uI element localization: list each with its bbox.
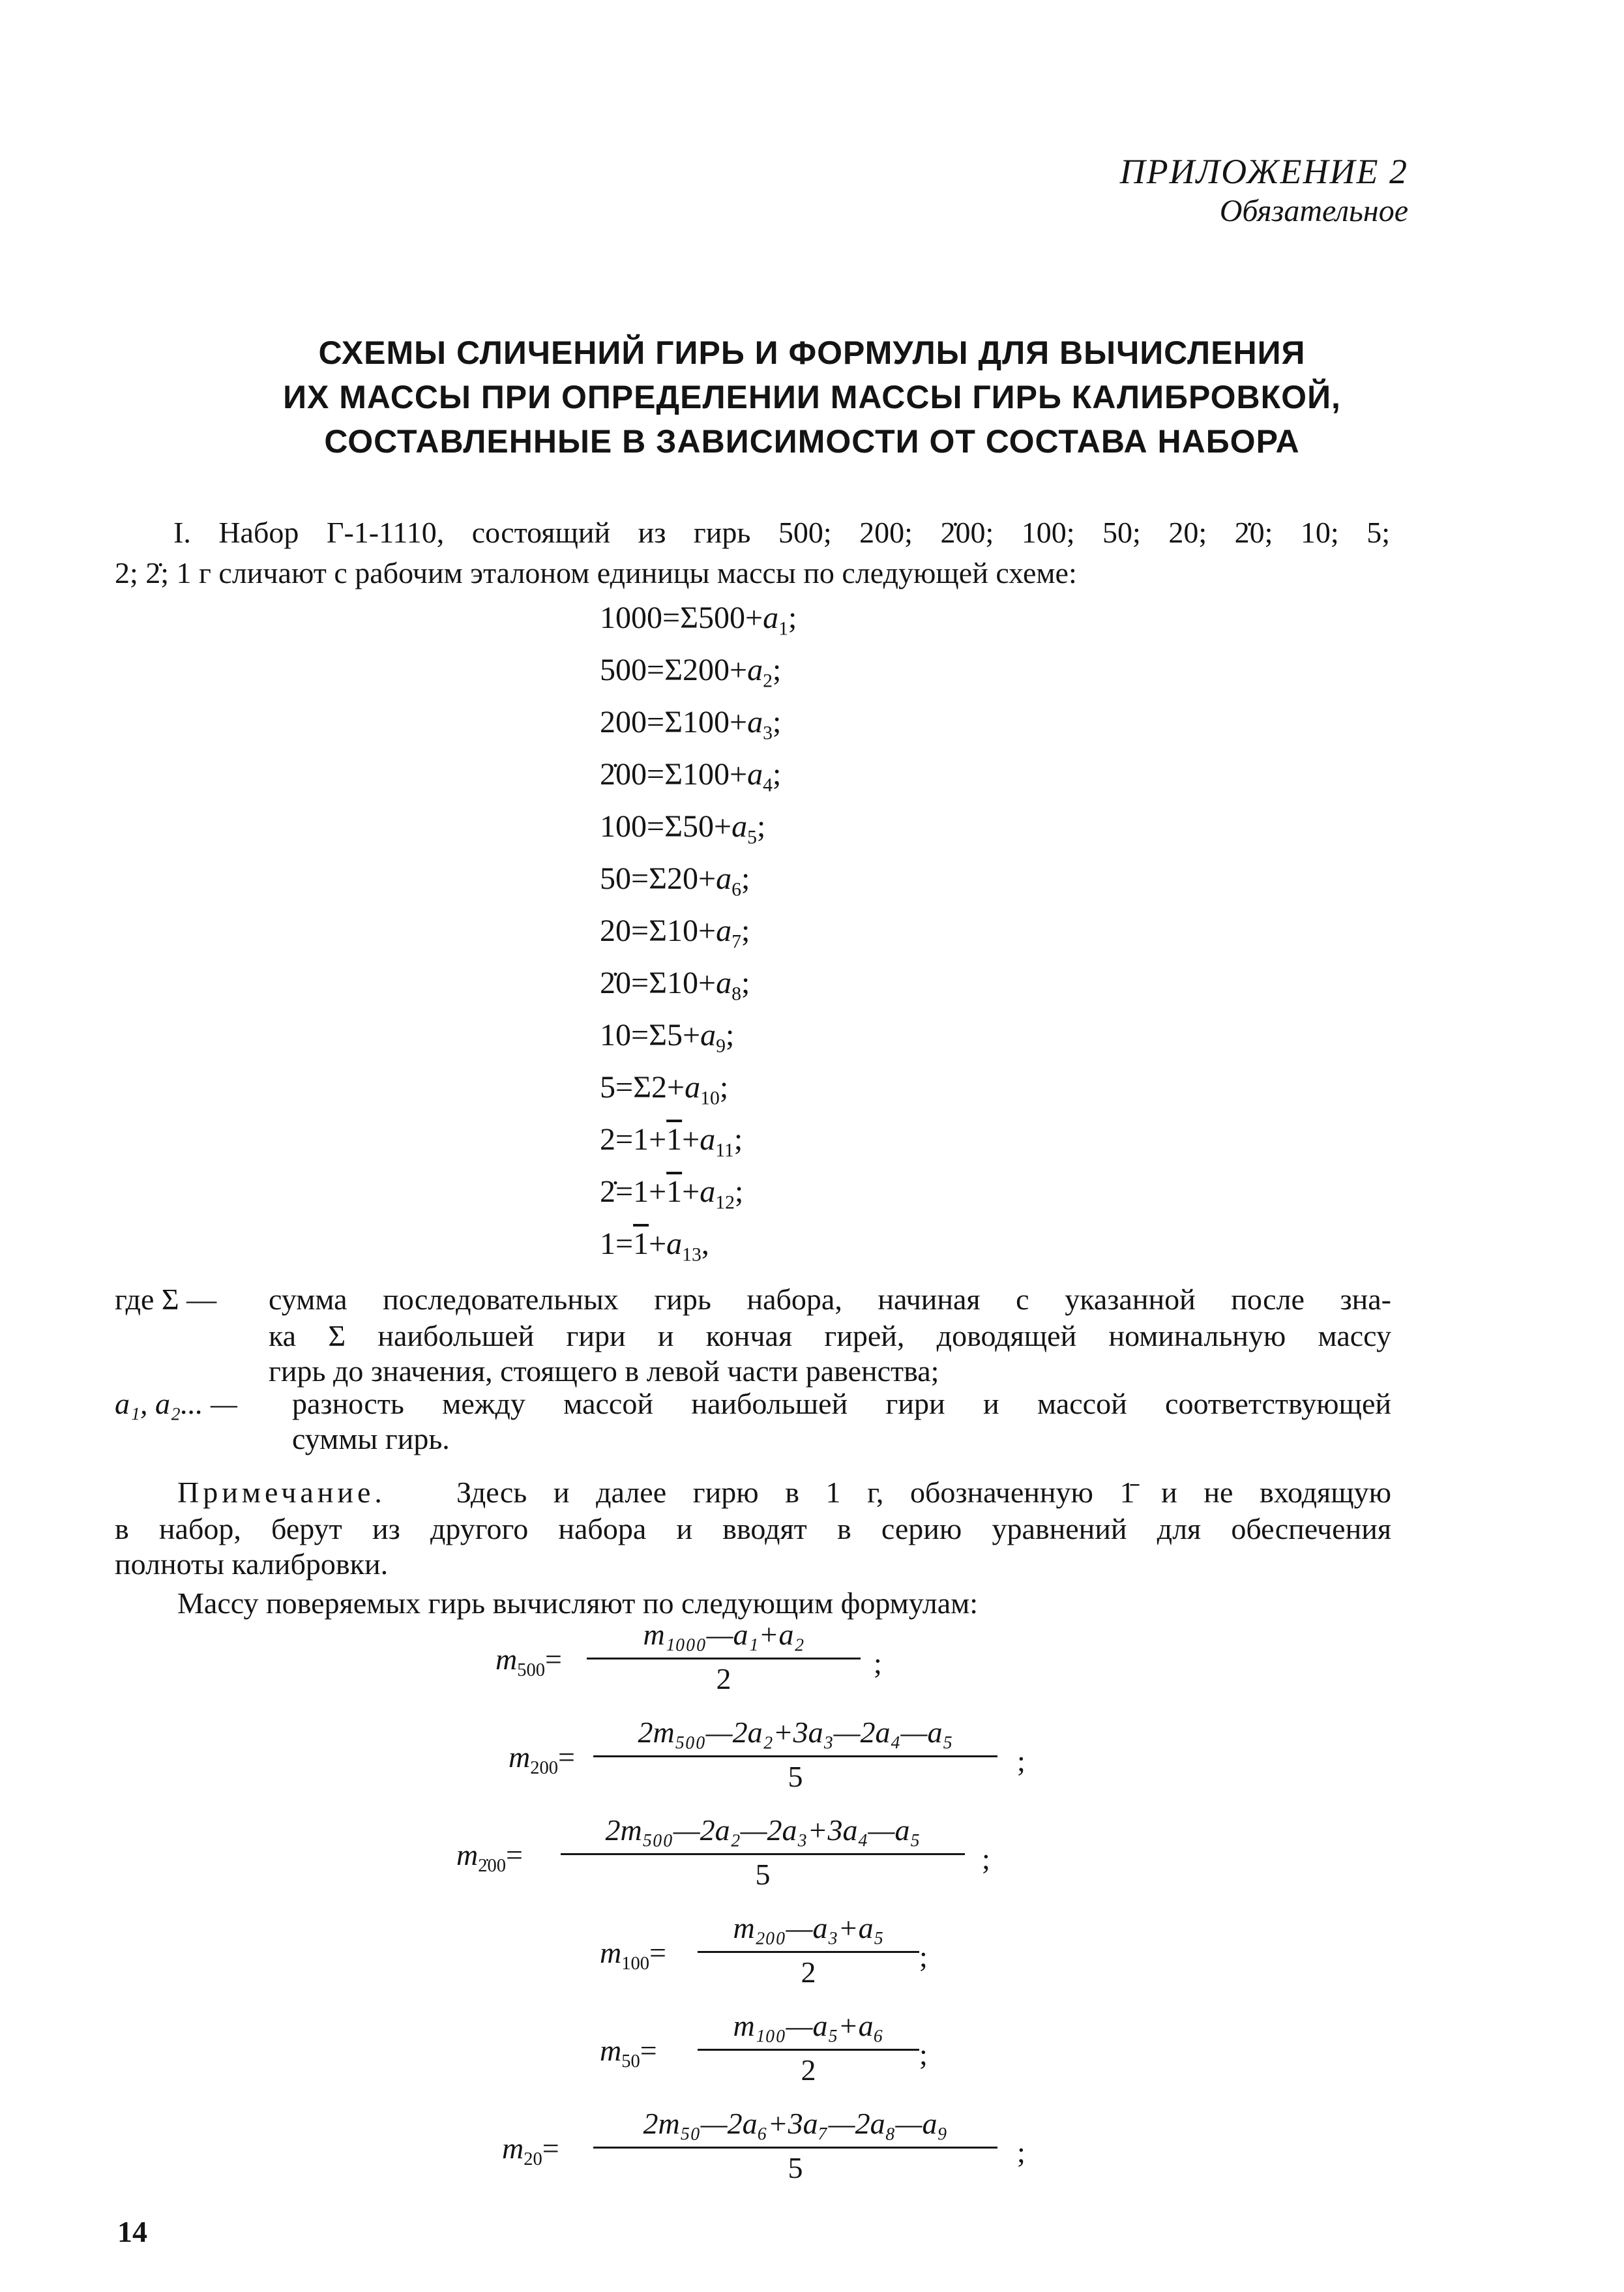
variable-index: 6 bbox=[731, 878, 741, 900]
title-line-1: СХЕМЫ СЛИЧЕНИЙ ГИРЬ И ФОРМУЛЫ ДЛЯ ВЫЧИСЛЕНИЯ bbox=[318, 335, 1306, 371]
note-line-2: в набор, берут из другого набора и вводят в серию уравнений для обеспечения bbox=[115, 1512, 1391, 1545]
fraction-bar bbox=[698, 2049, 919, 2051]
mass-index: 2̇00 bbox=[478, 1856, 507, 1877]
plus-sign: + bbox=[682, 1122, 700, 1157]
formulas-intro: Массу поверяемых гирь вычисляют по следующим формулам: bbox=[177, 1586, 979, 1620]
mass-symbol: m bbox=[600, 2034, 622, 2067]
equation-end: ; bbox=[772, 757, 782, 792]
equation-lhs: 10=Σ5+ bbox=[600, 1018, 701, 1052]
a-def-line-2: суммы гирь. bbox=[292, 1422, 450, 1455]
variable-index: 1 bbox=[778, 618, 788, 640]
equation-end: ; bbox=[756, 809, 766, 844]
equation-lhs: 20=Σ10+ bbox=[600, 914, 716, 948]
mass-symbol: m bbox=[502, 2132, 524, 2165]
equation-lhs: 100=Σ50+ bbox=[600, 809, 732, 844]
equation-row bbox=[600, 652, 781, 692]
equation-row bbox=[600, 809, 765, 849]
sigma-def-line-1: сумма последовательных гирь набора, начиная с указанной после зна- bbox=[269, 1283, 1391, 1316]
formula-numerator: m₁₀₀₀—a₁+a₂ bbox=[643, 1618, 805, 1651]
fraction-bar bbox=[587, 1658, 861, 1659]
equation-lhs: 5=Σ2+ bbox=[600, 1070, 685, 1105]
equation-end: ; bbox=[772, 653, 782, 687]
equation-lhs: 2̇=1+ bbox=[600, 1174, 667, 1209]
variable-index: 10 bbox=[700, 1087, 720, 1109]
mass-index: 50 bbox=[621, 2051, 640, 2072]
mass-symbol: m bbox=[456, 1838, 479, 1871]
equation-end: ; bbox=[772, 705, 782, 739]
mass-index: 100 bbox=[621, 1954, 650, 1974]
appendix-label: ПРИЛОЖЕНИЕ 2 bbox=[1119, 152, 1408, 191]
equation-end: ; bbox=[734, 1174, 744, 1209]
mass-index: 200 bbox=[530, 1758, 559, 1779]
formula-lhs: $m_{200}=$ bbox=[509, 1740, 575, 1779]
note-label: Примечание. bbox=[177, 1476, 386, 1509]
variable-a: a bbox=[716, 966, 732, 1000]
fraction-bar bbox=[561, 1853, 965, 1855]
variable-index: 7 bbox=[731, 930, 741, 953]
equation-lhs: 200=Σ100+ bbox=[600, 705, 748, 739]
formula-denominator: 2 bbox=[716, 1662, 731, 1695]
variable-index: 8 bbox=[731, 983, 741, 1005]
formula-lhs: $m_{100}=$ bbox=[600, 1936, 666, 1974]
mass-formula bbox=[0, 2106, 1624, 2197]
title-line-2: ИХ МАССЫ ПРИ ОПРЕДЕЛЕНИИ МАССЫ ГИРЬ КАЛИБРОВКОЙ, bbox=[283, 379, 1341, 415]
variable-index: 4 bbox=[763, 774, 773, 796]
variable-a: a bbox=[700, 1018, 716, 1052]
formula-denominator: 2 bbox=[801, 1956, 816, 1989]
formula-end: ; bbox=[1017, 1744, 1026, 1778]
equation-end: ; bbox=[788, 601, 797, 635]
formula-denominator: 2 bbox=[801, 2053, 816, 2087]
plus-sign: + bbox=[682, 1174, 700, 1209]
sigma-def-line-2: ка Σ наибольшей гири и кончая гирей, доводящей номинальную массу bbox=[269, 1319, 1391, 1352]
formula-denominator: 5 bbox=[788, 1760, 803, 1793]
formula-denominator: 5 bbox=[788, 2151, 803, 2184]
variable-a: a bbox=[747, 653, 763, 687]
variable-a: a bbox=[685, 1070, 701, 1105]
variable-a: a bbox=[731, 809, 748, 844]
formula-numerator: m₂₀₀—a₃+a₅ bbox=[733, 1911, 884, 1944]
equation-row bbox=[600, 704, 781, 745]
mass-formula bbox=[0, 1715, 1624, 1806]
a-def-line-1: разность между массой наибольшей гири и массой соответствующей bbox=[292, 1387, 1391, 1420]
variable-index: 9 bbox=[716, 1035, 726, 1057]
formula-lhs: $m_{50}=$ bbox=[600, 2034, 657, 2072]
equation-row bbox=[600, 1122, 743, 1162]
equation-row bbox=[600, 913, 750, 953]
equation-row bbox=[600, 600, 797, 640]
overlined-one: 1 bbox=[633, 1227, 649, 1261]
variable-a: a bbox=[747, 757, 763, 792]
variable-index: 5 bbox=[747, 826, 757, 848]
formula-end: ; bbox=[919, 2038, 928, 2071]
variable-a: a bbox=[700, 1122, 716, 1157]
variable-index: 13 bbox=[682, 1243, 701, 1266]
note-line-1: Здесь и далее гирю в 1 г, обозначенную 1̄ и не входящую bbox=[456, 1476, 1391, 1509]
equation-lhs: 50=Σ20+ bbox=[600, 861, 716, 896]
fraction-bar bbox=[698, 1951, 919, 1953]
formula-lhs: $m_{20}=$ bbox=[502, 2132, 559, 2170]
variable-a: a bbox=[716, 861, 732, 896]
variable-a: a bbox=[666, 1227, 683, 1261]
mass-formula bbox=[0, 1617, 1624, 1708]
page-number: 14 bbox=[117, 2215, 147, 2248]
variable-a: a bbox=[716, 914, 732, 948]
mass-symbol: m bbox=[509, 1740, 531, 1774]
formula-numerator: 2m₅₀₀—2a₂—2a₃+3a₄—a₅ bbox=[605, 1813, 921, 1847]
equation-row bbox=[600, 861, 750, 901]
mass-index: 20 bbox=[524, 2149, 542, 2170]
variable-index: 3 bbox=[763, 722, 773, 744]
formula-numerator: m₁₀₀—a₅+a₆ bbox=[733, 2009, 884, 2042]
intro-line-2: 2; 2̇; 1 г сличают с рабочим эталоном единицы массы по следующей схеме: bbox=[115, 556, 1077, 589]
variable-a: a bbox=[763, 601, 779, 635]
formula-numerator: 2m₅₀—2a₆+3a₇—2a₈—a₉ bbox=[643, 2107, 948, 2140]
equation-end: ; bbox=[733, 1122, 743, 1157]
mass-index: 500 bbox=[517, 1660, 546, 1681]
equation-end: , bbox=[701, 1227, 709, 1261]
note-line-3: полноты калибровки. bbox=[115, 1547, 389, 1581]
mass-symbol: m bbox=[495, 1643, 518, 1676]
formula-denominator: 5 bbox=[755, 1858, 771, 1891]
fraction-bar bbox=[593, 1755, 997, 1757]
mass-formula bbox=[0, 1813, 1624, 1904]
overlined-one: 1 bbox=[666, 1122, 683, 1157]
formula-end: ; bbox=[919, 1940, 928, 1973]
equation-lhs: 1000=Σ500+ bbox=[600, 601, 763, 635]
title-line-3: СОСТАВЛЕННЫЕ В ЗАВИСИМОСТИ ОТ СОСТАВА НАБОРА bbox=[324, 423, 1300, 460]
equation-end: ; bbox=[719, 1070, 729, 1105]
mass-formula bbox=[0, 2008, 1624, 2100]
variable-index: 2 bbox=[763, 670, 773, 692]
variable-a: a bbox=[747, 705, 763, 739]
equation-row bbox=[600, 1174, 743, 1214]
equation-lhs: 2̇00=Σ100+ bbox=[600, 757, 748, 792]
plus-sign: + bbox=[649, 1227, 667, 1261]
equation-row bbox=[600, 965, 750, 1005]
formula-lhs: $m_{500}=$ bbox=[495, 1643, 562, 1681]
sigma-def-line-3: гирь до значения, стоящего в левой части равенства; bbox=[269, 1354, 939, 1388]
fraction-bar bbox=[593, 2147, 997, 2149]
formula-end: ; bbox=[982, 1842, 990, 1875]
formula-end: ; bbox=[1017, 2136, 1026, 2169]
intro-line-1: I. Набор Г-1-1110, состоящий из гирь 500; 200; 2̇00; 100; 50; 20; 2̇0; 10; 5; bbox=[173, 516, 1390, 549]
mass-formula bbox=[0, 1911, 1624, 2002]
equation-list bbox=[600, 600, 965, 1278]
mandatory-label: Обязательное bbox=[1219, 194, 1408, 228]
formula-numerator: 2m₅₀₀—2a₂+3a₃—2a₄—a₅ bbox=[638, 1716, 953, 1749]
formula-lhs: $m_{2̇00}=$ bbox=[456, 1838, 523, 1877]
equation-lhs: 2̇0=Σ10+ bbox=[600, 966, 716, 1000]
equation-row bbox=[600, 1226, 709, 1266]
equation-lhs: 500=Σ200+ bbox=[600, 653, 748, 687]
equation-row bbox=[600, 1017, 734, 1058]
equation-lhs: 2=1+ bbox=[600, 1122, 667, 1157]
formula-end: ; bbox=[874, 1646, 882, 1680]
variable-index: 11 bbox=[715, 1139, 734, 1161]
variable-index: 12 bbox=[715, 1191, 735, 1213]
equation-end: ; bbox=[741, 861, 750, 896]
a-term: a₁, a₂... — bbox=[115, 1387, 237, 1420]
equation-end: ; bbox=[725, 1018, 735, 1052]
mass-symbol: m bbox=[600, 1936, 622, 1969]
equation-end: ; bbox=[741, 966, 750, 1000]
equation-row bbox=[600, 756, 781, 797]
overlined-one: 1 bbox=[666, 1174, 683, 1209]
equation-end: ; bbox=[741, 914, 750, 948]
equation-lhs: 1= bbox=[600, 1227, 634, 1261]
variable-a: a bbox=[700, 1174, 716, 1209]
formula-list bbox=[0, 1617, 1624, 2204]
sigma-term: где Σ — bbox=[115, 1283, 217, 1316]
equation-row bbox=[600, 1069, 728, 1110]
